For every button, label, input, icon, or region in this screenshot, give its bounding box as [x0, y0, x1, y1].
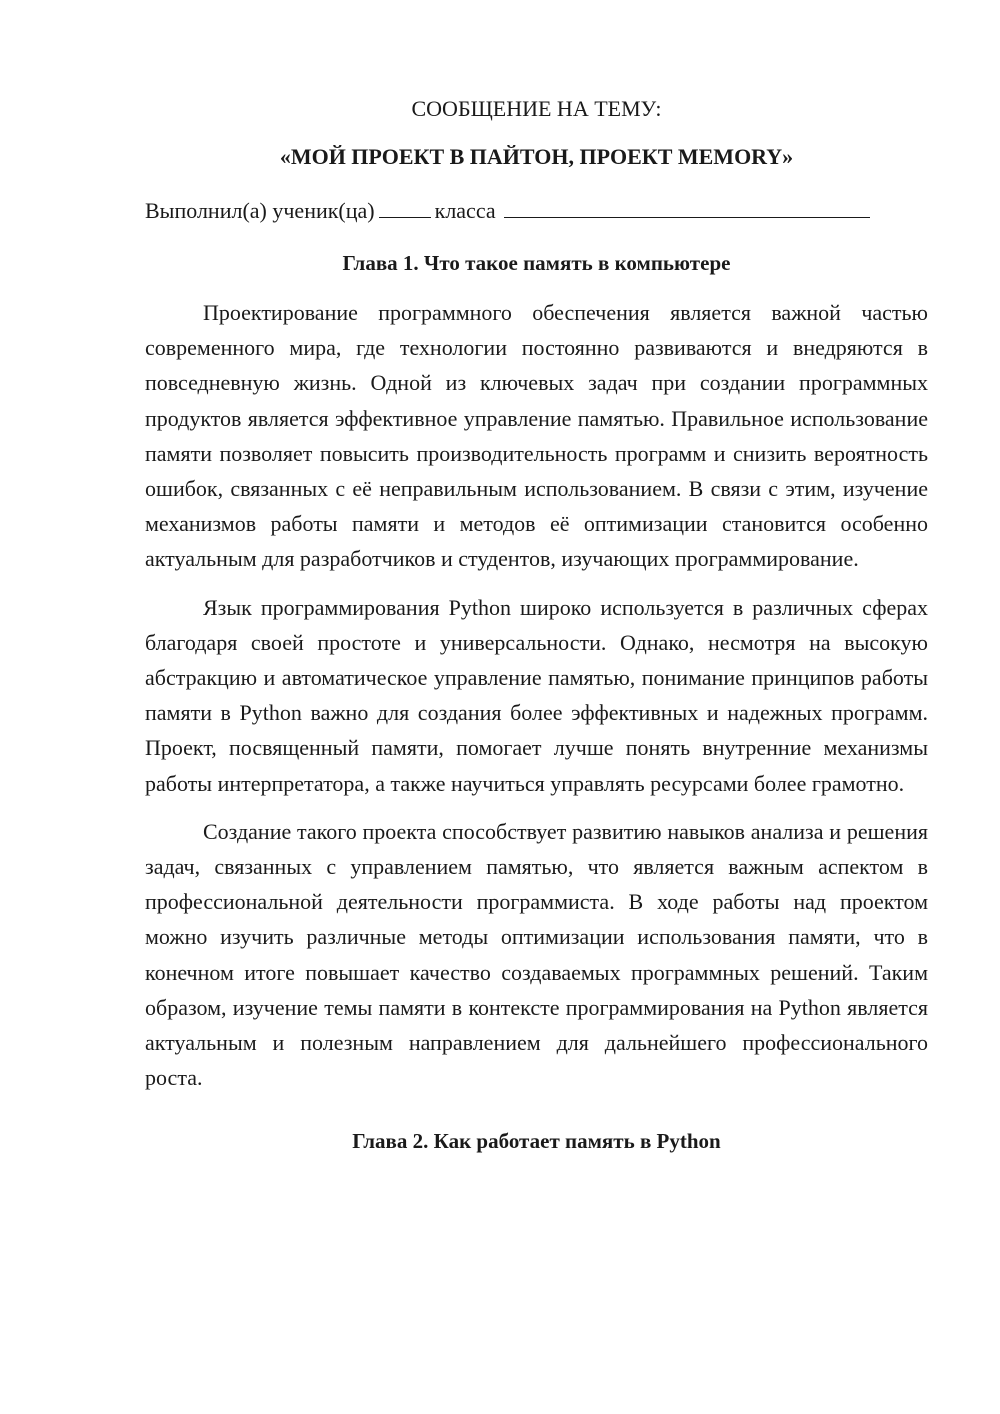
chapter-2-heading: Глава 2. Как работает память в Python — [352, 1129, 721, 1154]
chapter-1-heading: Глава 1. Что такое память в компьютере — [342, 251, 731, 275]
class-number-blank — [379, 195, 431, 218]
class-label: класса — [434, 198, 496, 223]
document-page — [145, 92, 928, 1158]
performed-by-label: Выполнил(а) ученик(ца) — [145, 198, 375, 223]
paragraph-2: Язык программирования Python широко используется в различных сферах благодаря своей простоте и универсальности. Однако, несмотря на высокую абстракцию и автоматическое управление памятью, понимание принципов работы памяти в Python важно для создания более эффективных и надежных программ. Проект, посвященный памяти, помогает лучше понять внутренние механизмы работы интерпретатора, а также научиться управлять ресурсами более грамотно. — [145, 594, 928, 796]
student-name-blank — [504, 195, 870, 218]
author-line — [145, 194, 928, 228]
topic-line: СООБЩЕНИЕ НА ТЕМУ: — [411, 96, 662, 121]
paragraph-3: Создание такого проекта способствует развитию навыков анализа и решения задач, связанных с управлением памятью, что является важным аспектом в профессиональной деятельности программиста. В ходе работы над проектом можно изучить различные методы оптимизации использования памяти, что в конечном итоге повышает качество создаваемых программных решений. Таким образом, изучение темы памяти в контексте программирования на Python является актуальным и полезным направлением для дальнейшего профессионального роста. — [145, 818, 928, 1091]
document-title: «МОЙ ПРОЕКТ В ПАЙТОН, ПРОЕКТ MEMORY» — [279, 144, 794, 169]
paragraph-1: Проектирование программного обеспечения является важной частью современного мира, где технологии постоянно развиваются и внедряются в повседневную жизнь. Одной из ключевых задач при создании программных продуктов является эффективное управление памятью. Правильное использование памяти позволяет повысить производительность программ и снизить вероятность ошибок, связанных с её неправильным использованием. В связи с этим, изучение механизмов работы памяти и методов её оптимизации становится особенно актуальным для разработчиков и студентов, изучающих программирование. — [145, 300, 928, 572]
